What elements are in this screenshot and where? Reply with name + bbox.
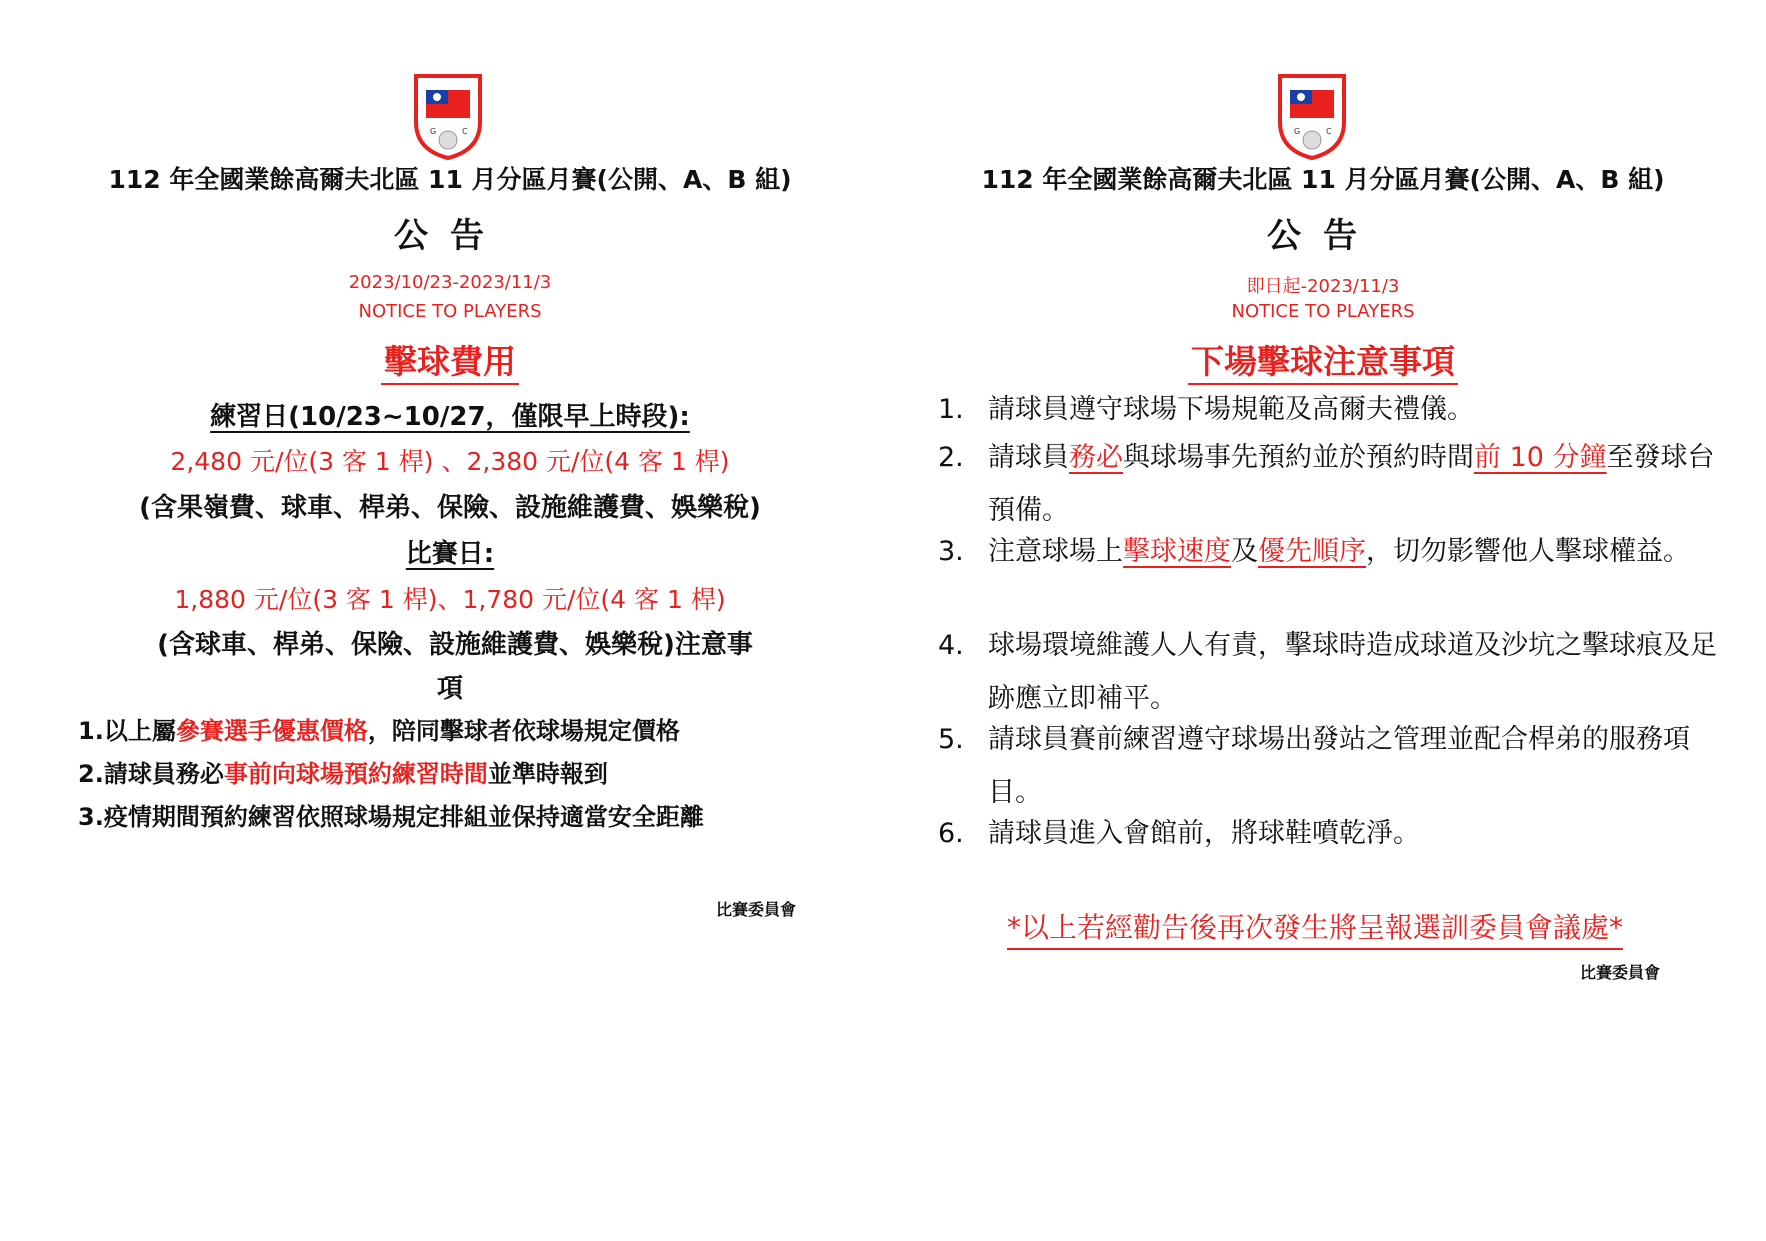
item-text: 注意球場上擊球速度及優先順序，切勿影響他人擊球權益。 — [988, 536, 1690, 567]
warning-text: *以上若經勸告後再次發生將呈報選訓委員會議處* — [1007, 911, 1623, 950]
item-number: 2. — [938, 442, 964, 473]
svg-text:C: C — [462, 127, 468, 136]
item-number: 1. — [938, 394, 964, 425]
garoc-logo — [1274, 70, 1350, 162]
item-number: 5. — [938, 724, 964, 755]
match-includes-line1: (含球車、桿弟、保險、設施維護費、娛樂稅)注意事 — [157, 630, 753, 660]
note-highlight: 事前向球場預約練習時間 — [223, 760, 488, 788]
match-includes-line2: 項 — [436, 674, 463, 704]
note-text: ，陪同擊球者依球場規定價格 — [367, 717, 680, 745]
note-highlight: 參賽選手優惠價格 — [175, 717, 368, 745]
note-text: 2.請球員務必 — [78, 760, 224, 788]
item-text: 請球員進入會館前，將球鞋噴乾淨。 — [988, 818, 1420, 849]
garoc-logo — [410, 70, 486, 162]
note-text: 並準時報到 — [487, 760, 608, 788]
page-title: 112 年全國業餘高爾夫北區 11 月分區月賽(公開、A、B 組) — [981, 165, 1665, 194]
match-price: 1,880 元/位(3 客 1 桿)、1,780 元/位(4 客 1 桿) — [174, 585, 726, 614]
item-number: 3. — [938, 536, 964, 567]
announcement-heading: 公告 — [1267, 216, 1379, 256]
announcement-heading: 公告 — [394, 216, 506, 256]
item-text: 球場環境維護人人有責，擊球時造成球道及沙坑之擊球痕及足跡應立即補平。 — [988, 630, 1717, 714]
practice-price: 2,480 元/位(3 客 1 桿) 、2,380 元/位(4 客 1 桿) — [170, 447, 730, 476]
date-range: 2023/10/23-2023/11/3 — [348, 272, 552, 293]
svg-text:G: G — [1294, 127, 1301, 136]
svg-text:G: G — [430, 127, 437, 136]
section-subtitle — [0, 336, 900, 383]
subtitle-text: 擊球費用 — [381, 342, 519, 385]
item-text: 請球員賽前練習遵守球場出發站之管理並配合桿弟的服務項目。 — [988, 724, 1690, 808]
note-item — [78, 797, 704, 832]
note-text: 3.疫情期間預約練習依照球場規定排組並保持適當安全距離 — [78, 803, 704, 831]
section-subtitle — [880, 336, 1766, 383]
subtitle-text: 下場擊球注意事項 — [1188, 342, 1458, 385]
note-item — [78, 711, 680, 746]
item-number: 6. — [938, 818, 964, 849]
svg-text:C: C — [1326, 127, 1332, 136]
practice-includes: (含果嶺費、球車、桿弟、保險、設施維護費、娛樂稅) — [139, 493, 761, 523]
committee-signature: 比賽委員會 — [1580, 963, 1661, 982]
item-text: 請球員務必與球場事先預約並於預約時間前 10 分鐘至發球台預備。 — [988, 442, 1715, 526]
note-text: 1.以上屬 — [78, 717, 176, 745]
notice-to-players: NOTICE TO PLAYERS — [358, 301, 542, 322]
page-title: 112 年全國業餘高爾夫北區 11 月分區月賽(公開、A、B 組) — [108, 165, 792, 194]
note-item — [78, 754, 608, 789]
warning-notice — [975, 906, 1655, 946]
practice-day-text: 練習日(10/23~10/27，僅限早上時段): — [210, 402, 690, 432]
match-day-text: 比賽日: — [405, 539, 495, 569]
notice-to-players: NOTICE TO PLAYERS — [1231, 301, 1415, 322]
date-range: 即日起-2023/11/3 — [1246, 276, 1400, 297]
match-day-label — [0, 533, 900, 570]
committee-signature: 比賽委員會 — [716, 900, 797, 919]
item-number: 4. — [938, 630, 964, 661]
practice-day-label — [0, 396, 900, 433]
item-text: 請球員遵守球場下場規範及高爾夫禮儀。 — [988, 394, 1474, 425]
